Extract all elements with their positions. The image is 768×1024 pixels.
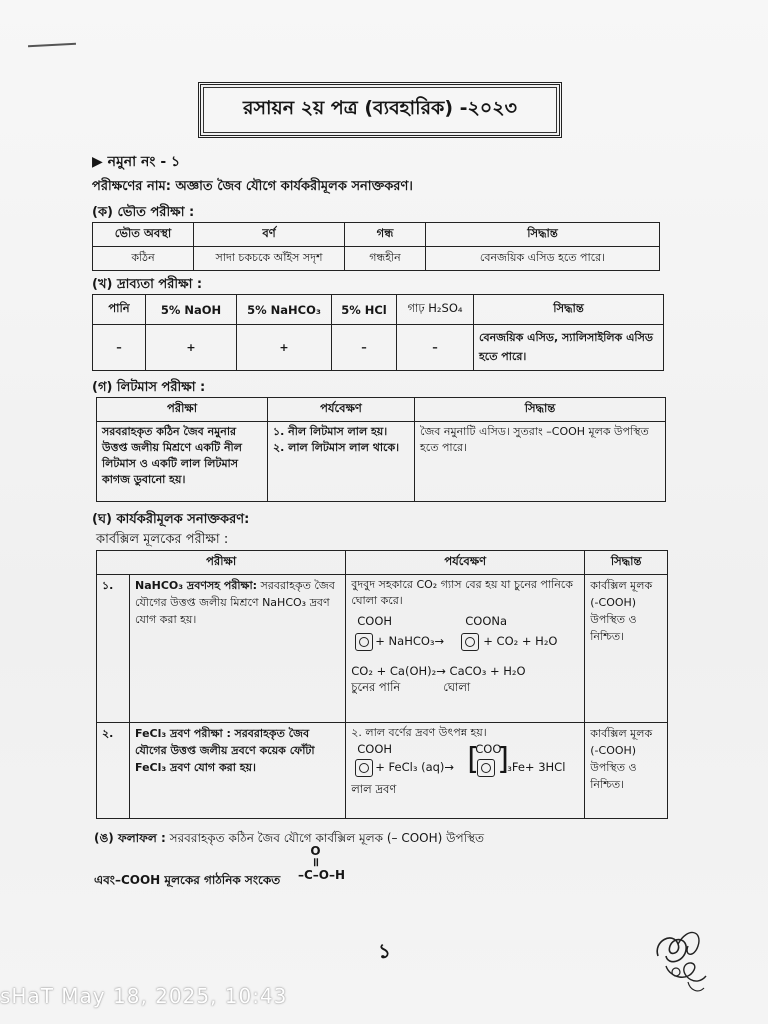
- cell: [268, 422, 415, 502]
- header-cell: ভৌত অবস্থা: [93, 223, 194, 247]
- table-row: [93, 247, 660, 271]
- header-cell: 5% HCl: [332, 295, 397, 325]
- cell: বেনজয়িক এসিড হতে পারে।: [426, 247, 660, 271]
- reaction-middle: + FeCl₃ (aq)→: [375, 760, 455, 774]
- decision-line: (-COOH) উপস্থিত ও নিশ্চিত।: [590, 744, 637, 791]
- table-row: [97, 422, 666, 502]
- benzene-ring-icon: [355, 633, 373, 651]
- test-description: সরবরাহকৃত জৈব যৌগের উত্তপ্ত জলীয় দ্রবণে কয়েক ফোঁটা FeCl₃ দ্রবণ যোগ করা হয়।: [135, 727, 315, 774]
- result-structure-line: এবং–COOH মূলকের গাঠনিক সংকেত: [94, 873, 281, 887]
- header-cell: পর্যবেক্ষণ: [268, 398, 415, 422]
- cell: সরবরাহকৃত কঠিন জৈব নমুনার উত্তপ্ত জলীয় মিশ্রণে একটি নীল লিটমাস ও একটি লাল লিটমাস কাগজ ডুবানো হয়।: [97, 422, 268, 502]
- observation-text: ২. লাল বর্ণের দ্রবণ উৎপন্ন হয়।: [351, 726, 487, 739]
- table-row: [97, 723, 668, 819]
- cell: বেনজয়িক এসিড, স্যালিসাইলিক এসিড হতে পারে।: [474, 325, 664, 371]
- reaction-middle: + NaHCO₃→: [375, 634, 445, 648]
- test-title: FeCl₃ দ্রবণ পরীক্ষা :: [135, 727, 231, 740]
- observation-text: বুদবুদ সহকারে CO₂ গ্যাস বের হয় যা চুনের পানিকে ঘোলা করে।: [351, 578, 573, 607]
- test-description: সরবরাহকৃত জৈব যৌগের উত্তপ্ত জলীয় মিশ্রণে NaHCO₃ দ্রবণ যোগ করা হয়।: [135, 579, 335, 626]
- formula-chain: –C–O–H: [298, 868, 346, 882]
- product-group: COO: [475, 742, 502, 756]
- reactant-group: COOH: [357, 742, 393, 756]
- decision-line: কার্বক্সিল মূলক: [590, 579, 653, 592]
- cell: [585, 575, 668, 723]
- right-bracket: ]: [497, 742, 509, 777]
- cell: গন্ধহীন: [345, 247, 426, 271]
- benzene-ring-icon: [355, 759, 373, 777]
- cell: –: [93, 325, 146, 371]
- row-number: ১.: [97, 575, 130, 723]
- structural-formula: [298, 846, 345, 881]
- header-cell: পরীক্ষা: [97, 551, 346, 575]
- cell: [346, 575, 585, 723]
- cell: সাদা চকচকে আঁইস সদৃশ: [194, 247, 345, 271]
- page-number: ১: [378, 939, 391, 963]
- cell: –: [332, 325, 397, 371]
- cell: +: [146, 325, 237, 371]
- solubility-heading: (খ) দ্রাব্যতা পরীক্ষা :: [92, 277, 203, 292]
- header-cell: সিদ্ধান্ত: [426, 223, 660, 247]
- table-header-row: [93, 223, 660, 247]
- table-row: [93, 325, 664, 371]
- header-cell: বর্ণ: [194, 223, 345, 247]
- limewater-label: চুনের পানি: [351, 680, 401, 694]
- header-cell: সিদ্ধান্ত: [415, 398, 666, 422]
- observation-line: ২. লাল লিটমাস লাল থাকে।: [273, 441, 400, 454]
- header-cell: গাঢ় H₂SO₄: [397, 295, 474, 325]
- cell: [130, 575, 346, 723]
- result-label: (ঙ) ফলাফল :: [94, 831, 166, 845]
- timestamp-watermark: sHaT May 18, 2025, 10:43: [0, 984, 288, 1008]
- red-solution-label: লাল দ্রবণ: [351, 782, 397, 796]
- formula-double-bond: ॥: [311, 855, 320, 869]
- product-group: COONa: [465, 614, 508, 628]
- litmus-table: [96, 397, 666, 502]
- functional-subheading: কার্বক্সিল মূলকের পরীক্ষা :: [96, 532, 229, 547]
- reaction-equation-1: [351, 613, 579, 657]
- reaction-right: ₃Fe+ 3HCl: [507, 760, 566, 774]
- equation-labels: [351, 679, 579, 695]
- cell: [585, 723, 668, 819]
- reaction-equation-3: [351, 741, 579, 781]
- table-header-row: [97, 398, 666, 422]
- functional-table: [96, 550, 668, 819]
- decision-line: (-COOH) উপস্থিত ও নিশ্চিত।: [590, 596, 637, 643]
- header-cell: 5% NaOH: [146, 295, 237, 325]
- table-header-row: [93, 295, 664, 325]
- table-row: [97, 575, 668, 723]
- benzene-ring-icon: [477, 759, 495, 777]
- benzene-ring-icon: [461, 633, 479, 651]
- header-cell: সিদ্ধান্ত: [474, 295, 664, 325]
- cell: +: [237, 325, 332, 371]
- decision-line: কার্বক্সিল মূলক: [590, 727, 653, 740]
- cell: জৈব নমুনাটি এসিড। সুতরাং –COOH মূলক উপস্থিত হতে পারে।: [415, 422, 666, 502]
- reactant-group: COOH: [357, 614, 393, 628]
- reaction-right: + CO₂ + H₂O: [483, 634, 558, 648]
- left-bracket: [: [467, 742, 479, 777]
- header-cell: পর্যবেক্ষণ: [346, 551, 585, 575]
- header-cell: গন্ধ: [345, 223, 426, 247]
- header-cell: পানি: [93, 295, 146, 325]
- cell: [130, 723, 346, 819]
- reaction-equation-2: CO₂ + Ca(OH)₂→ CaCO₃ + H₂O: [351, 664, 526, 678]
- test-title: NaHCO₃ দ্রবণসহ পরীক্ষা:: [135, 579, 258, 592]
- cell: –: [397, 325, 474, 371]
- sample-number: ▶ নমুনা নং - ১: [92, 154, 181, 170]
- table-header-row: [97, 551, 668, 575]
- functional-heading: (ঘ) কার্যকরীমূলক সনাক্তকরণ:: [92, 512, 250, 527]
- header-cell: পরীক্ষা: [97, 398, 268, 422]
- header-cell: 5% NaHCO₃: [237, 295, 332, 325]
- signature-drawing: [648, 916, 718, 996]
- cell: [346, 723, 585, 819]
- turbid-label: ঘোলা: [443, 680, 471, 694]
- experiment-name: পরীক্ষণের নাম: অজ্ঞাত জৈব যৌগে কার্যকরীমূলক সনাক্তকরণ।: [92, 179, 413, 194]
- litmus-heading: (গ) লিটমাস পরীক্ষা :: [92, 380, 206, 395]
- cell: কঠিন: [93, 247, 194, 271]
- pen-mark: [28, 43, 76, 48]
- physical-test-table: [92, 222, 660, 271]
- solubility-table: [92, 294, 664, 371]
- physical-test-heading: (ক) ভৌত পরীক্ষা :: [92, 205, 195, 220]
- formula-oxygen: O: [310, 844, 321, 858]
- row-number: ২.: [97, 723, 130, 819]
- result-text: সরবরাহকৃত কঠিন জৈব যৌগে কার্বক্সিল মূলক (– COOH) উপস্থিত: [169, 831, 485, 845]
- header-cell: সিদ্ধান্ত: [585, 551, 668, 575]
- page-title: রসায়ন ২য় পত্র (ব্যবহারিক) -২০২৩: [198, 82, 562, 138]
- observation-line: ১. নীল লিটমাস লাল হয়।: [273, 425, 388, 438]
